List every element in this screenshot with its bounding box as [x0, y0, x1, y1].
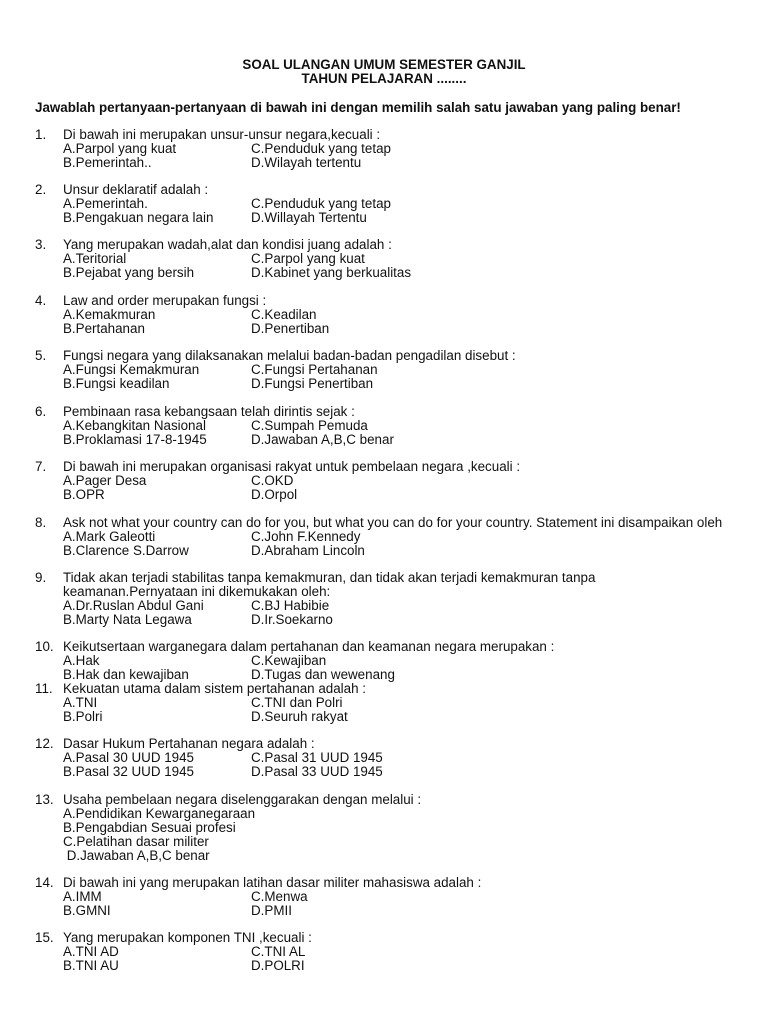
- option-a: A.Kebangkitan Nasional: [63, 418, 206, 433]
- option-a: A.Pasal 30 UUD 1945: [63, 750, 195, 765]
- question-12: [35, 737, 755, 779]
- question-text: Di bawah ini yang merupakan latihan dasar militer mahasiswa adalah :: [63, 875, 482, 890]
- option-b: B.Pemerintah..: [63, 155, 152, 170]
- option-b: B.Marty Nata Legawa: [63, 612, 192, 627]
- option-b: B.Pengabdian Sesuai profesi: [63, 820, 236, 835]
- option-d: D.Orpol: [251, 487, 298, 502]
- option-c: C.TNI AL: [251, 944, 306, 959]
- question-1: [35, 128, 755, 170]
- option-c: C.TNI dan Polri: [251, 695, 343, 710]
- question-text: Usaha pembelaan negara diselenggarakan dengan melalui :: [63, 792, 422, 807]
- option-a: A.Mark Galeotti: [63, 529, 156, 544]
- question-number: 15.: [35, 930, 54, 945]
- option-d: D.Jawaban A,B,C benar: [63, 848, 210, 863]
- option-c: C.Pelatihan dasar militer: [63, 834, 209, 849]
- option-b: B.Pertahanan: [63, 321, 145, 336]
- option-d: D.Kabinet yang berkualitas: [251, 265, 412, 280]
- question-8: [35, 516, 755, 558]
- question-13: [35, 793, 755, 863]
- option-b: B.Hak dan kewajiban: [63, 667, 189, 682]
- question-number: 6.: [35, 404, 47, 419]
- option-c: C.OKD: [251, 473, 294, 488]
- option-c: C.Penduduk yang tetap: [251, 196, 391, 211]
- question-5: [35, 349, 755, 391]
- question-number: 12.: [35, 736, 54, 751]
- question-text: Tidak akan terjadi stabilitas tanpa kemakmuran, dan tidak akan terjadi kemakmuran tanpa keamanan.Pernyataan ini dikemukakan oleh:: [63, 570, 596, 599]
- question-15: [35, 931, 755, 973]
- question-text: Law and order merupakan fungsi :: [63, 293, 267, 308]
- option-b: B.Pejabat yang bersih: [63, 265, 195, 280]
- option-d: D.Abraham Lincoln: [251, 543, 365, 558]
- option-a: A.Teritorial: [63, 251, 127, 266]
- option-c: C.Fungsi Pertahanan: [251, 362, 378, 377]
- option-a: A.IMM: [63, 889, 102, 904]
- question-2: [35, 183, 755, 225]
- option-c: C.Sumpah Pemuda: [251, 418, 368, 433]
- question-text: Di bawah ini merupakan unsur-unsur negara,kecuali :: [63, 127, 381, 142]
- question-text: Unsur deklaratif adalah :: [63, 182, 209, 197]
- question-text: Di bawah ini merupakan organisasi rakyat untuk pembelaan negara ,kecuali :: [63, 459, 521, 474]
- option-d: D.PMII: [251, 903, 292, 918]
- option-b: B.OPR: [63, 487, 105, 502]
- question-7: [35, 460, 755, 502]
- question-text: Fungsi negara yang dilaksanakan melalui badan-badan pengadilan disebut :: [63, 348, 516, 363]
- option-b: B.Pasal 32 UUD 1945: [63, 764, 195, 779]
- question-number: 9.: [35, 570, 47, 585]
- option-a: A.Parpol yang kuat: [63, 141, 177, 156]
- option-d: D.Fungsi Penertiban: [251, 376, 374, 391]
- question-text: Kekuatan utama dalam sistem pertahanan adalah :: [63, 681, 366, 696]
- question-3: [35, 238, 755, 280]
- option-d: D.Tugas dan wewenang: [251, 667, 395, 682]
- option-a: A.Kemakmuran: [63, 307, 156, 322]
- option-d: D.POLRI: [251, 958, 305, 973]
- question-number: 13.: [35, 792, 54, 807]
- question-number: 7.: [35, 459, 47, 474]
- question-text: Pembinaan rasa kebangsaan telah dirintis sejak :: [63, 404, 355, 419]
- option-b: B.Pengakuan negara lain: [63, 210, 214, 225]
- option-d: D.Jawaban A,B,C benar: [251, 432, 394, 447]
- question-text: Yang merupakan wadah,alat dan kondisi juang adalah :: [63, 237, 392, 252]
- option-a: A.Dr.Ruslan Abdul Gani: [63, 598, 204, 613]
- option-d: D.Pasal 33 UUD 1945: [251, 764, 383, 779]
- option-b: B.GMNI: [63, 903, 111, 918]
- question-text: Yang merupakan komponen TNI ,kecuali :: [63, 930, 312, 945]
- option-a: A.Hak: [63, 653, 100, 668]
- question-6: [35, 405, 755, 447]
- option-c: C.Keadilan: [251, 307, 317, 322]
- option-d: D.Willayah Tertentu: [251, 210, 367, 225]
- option-b: B.Clarence S.Darrow: [63, 543, 189, 558]
- option-b: B.Proklamasi 17-8-1945: [63, 432, 207, 447]
- option-d: D.Ir.Soekarno: [251, 612, 333, 627]
- option-b: B.Fungsi keadilan: [63, 376, 170, 391]
- question-number: 2.: [35, 182, 47, 197]
- question-11: [35, 682, 755, 724]
- question-number: 14.: [35, 875, 54, 890]
- question-text: Keikutsertaan warganegara dalam pertahanan dan keamanan negara merupakan :: [63, 639, 555, 654]
- question-text: Ask not what your country can do for you, but what you can do for your country. Statement ini disampaikan oleh: [63, 515, 723, 530]
- option-a: A.TNI: [63, 695, 98, 710]
- option-a: A.Pendidikan Kewarganegaraan: [63, 806, 256, 821]
- document-title: SOAL ULANGAN UMUM SEMESTER GANJIL: [242, 57, 526, 72]
- option-c: C.BJ Habibie: [251, 598, 330, 613]
- question-9: [35, 571, 755, 627]
- option-c: C.Penduduk yang tetap: [251, 141, 391, 156]
- option-c: C.Kewajiban: [251, 653, 327, 668]
- question-number: 3.: [35, 237, 47, 252]
- question-number: 1.: [35, 127, 47, 142]
- option-a: A.Pager Desa: [63, 473, 147, 488]
- option-c: C.Parpol yang kuat: [251, 251, 365, 266]
- question-10: [35, 640, 755, 682]
- question-number: 4.: [35, 293, 47, 308]
- option-d: D.Penertiban: [251, 321, 330, 336]
- document-header: [0, 58, 768, 86]
- question-number: 5.: [35, 348, 47, 363]
- question-14: [35, 876, 755, 918]
- option-c: C.Pasal 31 UUD 1945: [251, 750, 383, 765]
- option-a: A.Pemerintah.: [63, 196, 148, 211]
- question-number: 10.: [35, 639, 54, 654]
- option-d: D.Seuruh rakyat: [251, 709, 348, 724]
- question-number: 11.: [35, 681, 53, 696]
- option-a: A.TNI AD: [63, 944, 119, 959]
- question-number: 8.: [35, 515, 47, 530]
- option-c: C.John F.Kennedy: [251, 529, 361, 544]
- option-a: A.Fungsi Kemakmuran: [63, 362, 200, 377]
- option-b: B.TNI AU: [63, 958, 119, 973]
- question-4: [35, 294, 755, 336]
- option-b: B.Polri: [63, 709, 103, 724]
- document-subtitle: TAHUN PELAJARAN ........: [301, 71, 467, 86]
- option-c: C.Menwa: [251, 889, 308, 904]
- option-d: D.Wilayah tertentu: [251, 155, 362, 170]
- question-text: Dasar Hukum Pertahanan negara adalah :: [63, 736, 315, 751]
- instruction-text: Jawablah pertanyaan-pertanyaan di bawah ini dengan memilih salah satu jawaban yang paling benar!: [35, 100, 681, 115]
